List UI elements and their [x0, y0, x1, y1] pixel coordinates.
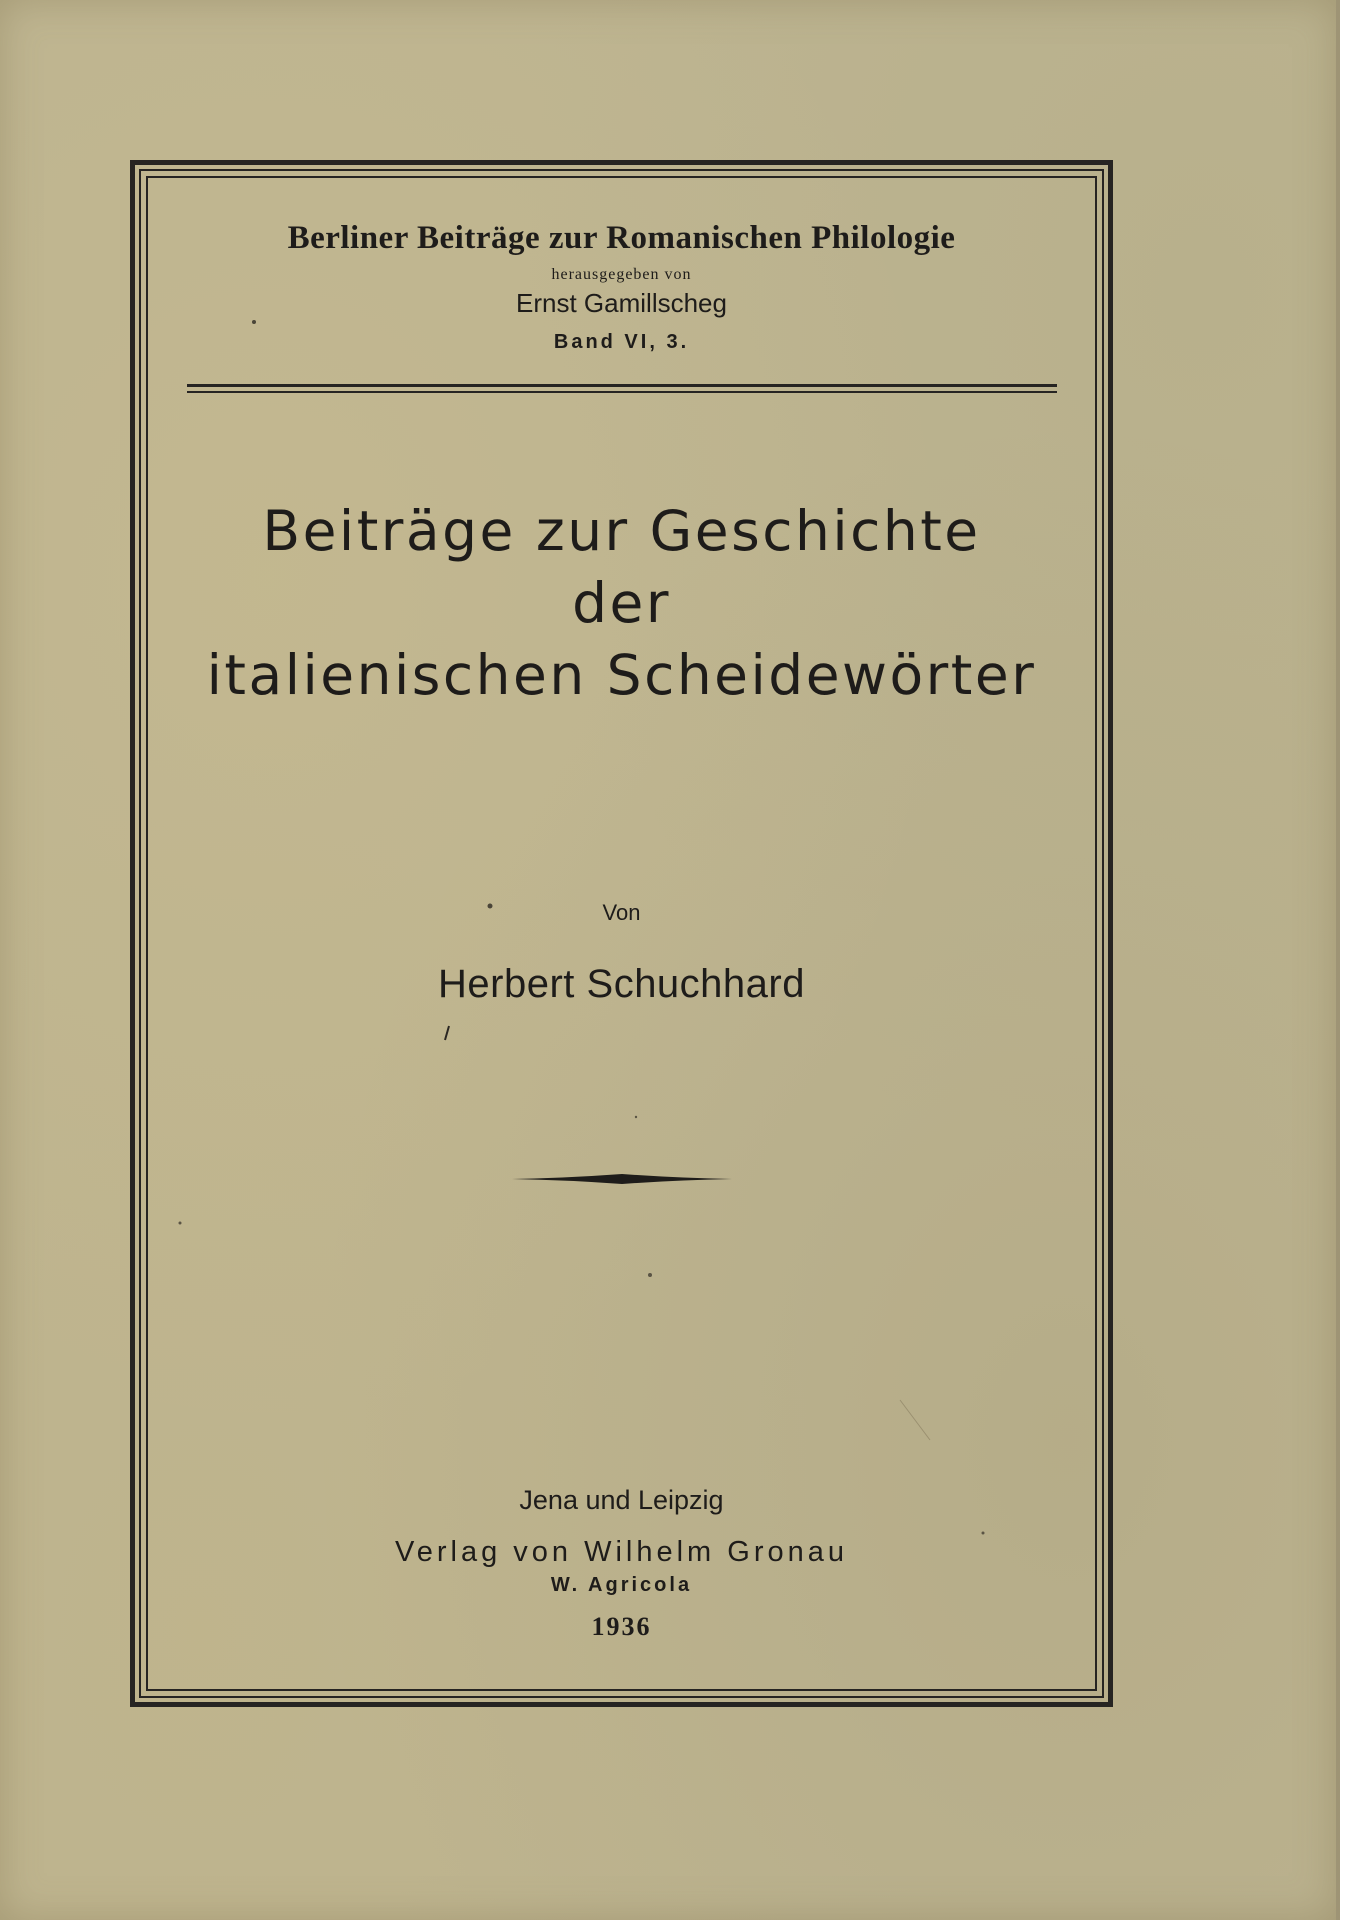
publication-year: 1936	[591, 1612, 652, 1641]
page-edge	[1336, 0, 1340, 1920]
publisher: Verlag von Wilhelm Gronau	[395, 1536, 848, 1568]
author-name: Herbert Schuchhard	[438, 962, 805, 1006]
volume-number: Band VI, 3.	[553, 331, 690, 353]
main-title-line-2: der	[572, 571, 671, 635]
editor-name: Ernst Gamillscheg	[516, 288, 727, 318]
by-label: Von	[602, 900, 641, 925]
publication-place: Jena und Leipzig	[519, 1485, 724, 1515]
main-title-line-1: Beiträge zur Geschichte	[262, 499, 981, 563]
imprint: W. Agricola	[550, 1574, 693, 1596]
main-title-line-3: italienischen Scheidewörter	[206, 643, 1037, 707]
series-title: Berliner Beiträge zur Romanischen Philologie	[287, 220, 956, 256]
editor-intro: herausgegeben von	[551, 266, 692, 283]
